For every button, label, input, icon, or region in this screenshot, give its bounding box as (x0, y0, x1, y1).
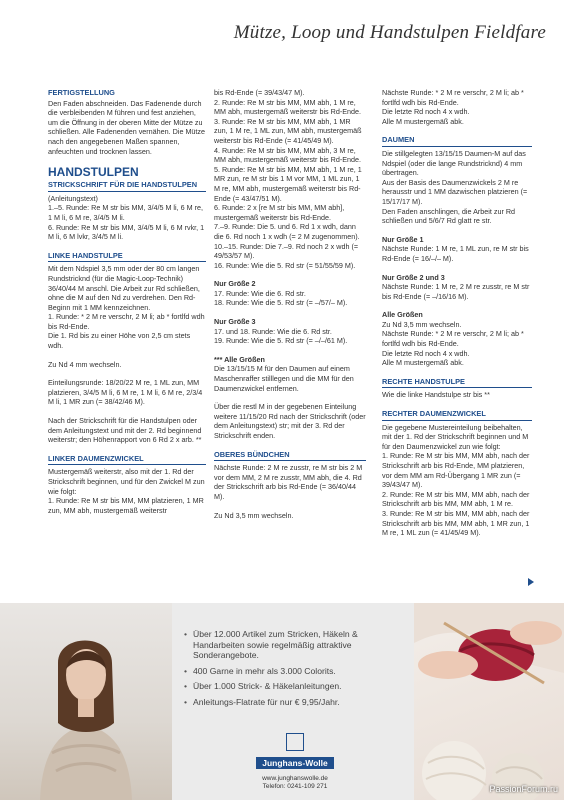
paragraph: Nächste Runde: 1 M re, 2 M re zusstr, re M str bis Rd-Ende (= –/16/16 M). (382, 282, 530, 301)
list-item: • Über 12.000 Artikel zum Stricken, Häkeln & Handarbeiten sowie regelmäßig attraktive Sonderangebote. (184, 629, 409, 661)
paragraph: Nächste Runde: 1 M re, 1 ML zun, re M str bis Rd-Ende (= 16/–/– M). (382, 244, 529, 263)
logo-mark-icon (286, 733, 304, 751)
paragraph: 19. Runde: Wie die 5. Rd str (= –/–/61 M). (214, 336, 348, 346)
heading-fertigstellung: FERTIGSTELLUNG (48, 88, 115, 97)
heading-groesse-2-3: Nur Größe 2 und 3 (382, 272, 445, 282)
paragraph: Alle M mustergemäß abk. (382, 358, 464, 368)
paragraph: Über die restl M in der gegebenen Einteilung weitere 11/15/20 Rd nach der Strickschrift (oder dem Anleitungstext) str; mit der 3. Rd der Strickschrift enden. (214, 402, 366, 440)
paragraph: Einteilungsrunde: 18/20/22 M re, 1 ML zun, MM platzieren, 3/4/5 M li, 6 M re, 1 M li, 6 M re, 2/3/4 M li, 1 MR zun (= 38/42/46 M). (48, 378, 203, 407)
paragraph: 6. Runde: 2 x [re M str bis MM, MM abh], mustergemäß weiterstr bis Rd-Ende. (214, 203, 345, 222)
list-item: • Über 1.000 Strick- & Häkelanleitungen. (184, 681, 409, 692)
logo-name: Junghans-Wolle (256, 757, 334, 769)
paragraph: 1. Runde: Re M str bis MM, MM abh, nach der Strickschrift arb bis Rd-Ende, MM platzieren, vor dem MM am Rd-Übergang 1 MR zun (= 39/43/47 M). (382, 451, 530, 490)
paragraph: Die letzte Rd noch 4 x wdh. (382, 107, 470, 117)
paragraph: 2. Runde: Re M str bis MM, MM abh, 1 M re, MM abh, mustergemäß weiterstr bis Rd-Ende. (214, 97, 361, 117)
page-title: Mütze, Loop und Handstulpen Fieldfare (233, 22, 546, 43)
paragraph: Zu Nd 4 mm wechseln. (48, 359, 122, 369)
paragraph: Alle M mustergemäß abk. (382, 116, 464, 126)
paragraph: 17. und 18. Runde: Wie die 6. Rd str. (214, 326, 332, 336)
model-photo (0, 603, 172, 800)
paragraph: Wie die linke Handstulpe str bis ** (382, 390, 490, 400)
paragraph: 4. Runde: Re M str bis MM, MM abh, 3 M re, MM abh, mustergemäß weiterstr bis Rd-Ende. (214, 145, 361, 165)
paragraph: 1.–5. Runde: Re M str bis MM, 3/4/5 M li, 6 M re, 1 M li, 6 M re, 3/4/5 M li. (48, 203, 203, 222)
paragraph: 3. Runde: Re M str bis MM, MM abh, nach der Strickschrift arb bis MM, MM abh, 1 MR zun, 1 M re, 1 ML zun (= 41/45/49 M). (382, 508, 530, 538)
paragraph: Zu Nd 3,5 mm wechseln. (382, 319, 462, 329)
paragraph: 10.–15. Runde: Die 7.–9. Rd noch 2 x wdh (= 49/53/57 M). (214, 241, 359, 261)
heading-groesse-3: Nur Größe 3 (214, 317, 256, 327)
paragraph: Zu Nd 3,5 mm wechseln. (214, 510, 294, 520)
paragraph: 1. Runde: Re M str bis MM, MM platzieren, 1 MR zun, MM abh, mustergemäß weiterstr (48, 496, 204, 515)
paragraph: (Anleitungstext) (48, 193, 98, 203)
paragraph: 16. Runde: Wie die 5. Rd str (= 51/55/59 M). (214, 260, 356, 270)
continue-arrow-icon (528, 578, 534, 586)
paragraph: 2. Runde: Re M str bis MM, MM abh, nach der Strickschrift arb bis MM, MM abh, 1 M re. (382, 489, 530, 509)
paragraph: Nächste Runde: * 2 M re verschr, 2 M li; ab * fortlfd wdh bis Rd-Ende. (382, 88, 524, 107)
paragraph: 6. Runde: Re M str bis MM, 3/4/5 M li, 6 M rvkr, 1 M li, 6 M lvkr, 3/4/5 M li. (48, 222, 205, 242)
paragraph: bis Rd-Ende (= 39/43/47 M). (214, 88, 305, 97)
paragraph: Die 1. Rd bis zu einer Höhe von 2,5 cm stets wdh. (48, 331, 191, 351)
heading-rechte-handstulpe: RECHTE HANDSTULPE (382, 377, 532, 389)
heading-groesse-1: Nur Größe 1 (382, 234, 424, 244)
paragraph: 5. Runde: Re M str bis MM, MM abh, 1 M re, 1 MR zun, re M str bis 1 M vor MM, 1 ML zun, 1 M re, MM abh, mustergemäß weiterstr bis Rd-Ende (= 43/47/51 M). (214, 164, 362, 203)
heading-groesse-2: Nur Größe 2 (214, 279, 256, 289)
knitting-hands-illustration (414, 603, 564, 800)
heading-handstulpen: HANDSTULPEN (48, 165, 139, 180)
paragraph: 7.–9. Runde: Die 5. und 6. Rd 1 x wdh, dann die 6. Rd noch 1 x wdh (= 2 M zugenommen). (214, 222, 360, 241)
paragraph: Die stillgelegten 13/15/15 Daumen-M auf das Ndspiel (oder die lange Rundstricknd) 4 mm übertragen. (382, 148, 526, 178)
paragraph: Nächste Runde: 2 M re zusstr, re M str bis 2 M vor dem MM, 2 M re zusstr, MM abh, die 4. Rd der Strickschrift arb bis Rd-Ende (= 36/40/44 M). (214, 463, 363, 501)
paragraph: Nächste Runde: * 2 M re verschr, 2 M li; ab * fortlfd wdh bis Rd-Ende. (382, 329, 524, 349)
heading-oberes-buendchen: OBERES BÜNDCHEN (214, 450, 366, 462)
paragraph: Nach der Strickschrift für die Handstulpen oder dem Anleitungstext und mit der 2. Rd beginnend weiterstr; den Höhenrapport von 6 Rd 2 x arb. ** (48, 416, 202, 445)
heading-strickschrift: STRICKSCHRIFT FÜR DIE HANDSTULPEN (48, 180, 206, 192)
paragraph: 3. Runde: Re M str bis MM, MM abh, 1 MR zun, 1 M re, 1 ML zun, MM abh, mustergemäß weiterstr bis Rd-Ende (= 41/45/49 M). (214, 116, 362, 145)
woman-sweater-illustration (0, 603, 172, 800)
paragraph: Die letzte Rd noch 4 x wdh. (382, 348, 470, 358)
paragraph: 1. Runde: * 2 M re verschr, 2 M li; ab * fortlfd wdh bis Rd-Ende. (48, 312, 205, 331)
column-1 (48, 88, 206, 524)
phone-number: Telefon: 0241-109 271 (262, 783, 328, 790)
heading-linke-handstulpe: LINKE HANDSTULPE (48, 251, 206, 263)
column-3 (382, 88, 532, 538)
paragraph: Aus der Basis des Daumenzwickels 2 M re herausstr und 1 MM dazwischen platzieren (= 15/17/17 M). (382, 177, 528, 206)
paragraph: Mit dem Ndspiel 3,5 mm oder der 80 cm langen Rundstricknd (für die Magic-Loop-Technik) 36/40/44 M anschl. Die Arbeit zur Rd schließen, ohne die M auf den Nd zu verdrehen. Den Rd-Beginn mit 1 MM kennzeichnen. (48, 264, 200, 312)
paragraph: Den Faden abschneiden. Das Fadenende durch die verbleibenden M führen und fest anziehen, um die Öffnung in der oberen Mitte der Mütze zu schließen. Alle Fadenenden vernähen. Die Mütze nach den angegebenen Maßen spannen, anfeuchten und trocknen lassen. (48, 98, 206, 156)
heading-linker-daumenzwickel: LINKER DAUMENZWICKEL (48, 454, 206, 466)
paragraph: Den Faden anschlingen, die Arbeit zur Rd schließen und 5/6/7 Rd glatt re str. (382, 206, 516, 226)
brand-logo (230, 733, 360, 790)
heading-alle-groessen: *** Alle Größen (214, 354, 265, 364)
heading-rechter-daumenzwickel: RECHTER DAUMENZWICKEL (382, 409, 532, 421)
paragraph: Die gegebene Mustereinteilung beibehalten, mit der 1. Rd der Strickschrift beginnen und M für den Daumenzwickel zun wie folgt: (382, 422, 529, 451)
advertisement-list (184, 629, 409, 713)
knitting-photo (414, 603, 564, 800)
paragraph: 18. Runde: Wie die 5. Rd str (= –/57/– M). (214, 298, 348, 308)
advertisement-banner (0, 603, 564, 800)
column-2 (214, 88, 366, 529)
list-item: • Anleitungs-Flatrate für nur € 9,95/Jahr. (184, 697, 409, 708)
heading-daumen: DAUMEN (382, 135, 532, 147)
heading-alle-groessen-2: Alle Größen (382, 310, 423, 320)
paragraph: 17. Runde: Wie die 6. Rd str. (214, 288, 306, 298)
website-url[interactable]: www.junghanswolle.de (262, 775, 328, 782)
paragraph: Mustergemäß weiterstr, also mit der 1. Rd der Strickschrift beginnen, und für den Zwickel M zun wie folgt: (48, 467, 205, 496)
list-item: • 400 Garne in mehr als 3.000 Colorits. (184, 666, 409, 677)
watermark: PassionForum.ru (489, 784, 558, 794)
paragraph: Die 13/15/15 M für den Daumen auf einem Maschenraffer stilllegen und die MM für den Daumenzwickel entfernen. (214, 364, 354, 393)
